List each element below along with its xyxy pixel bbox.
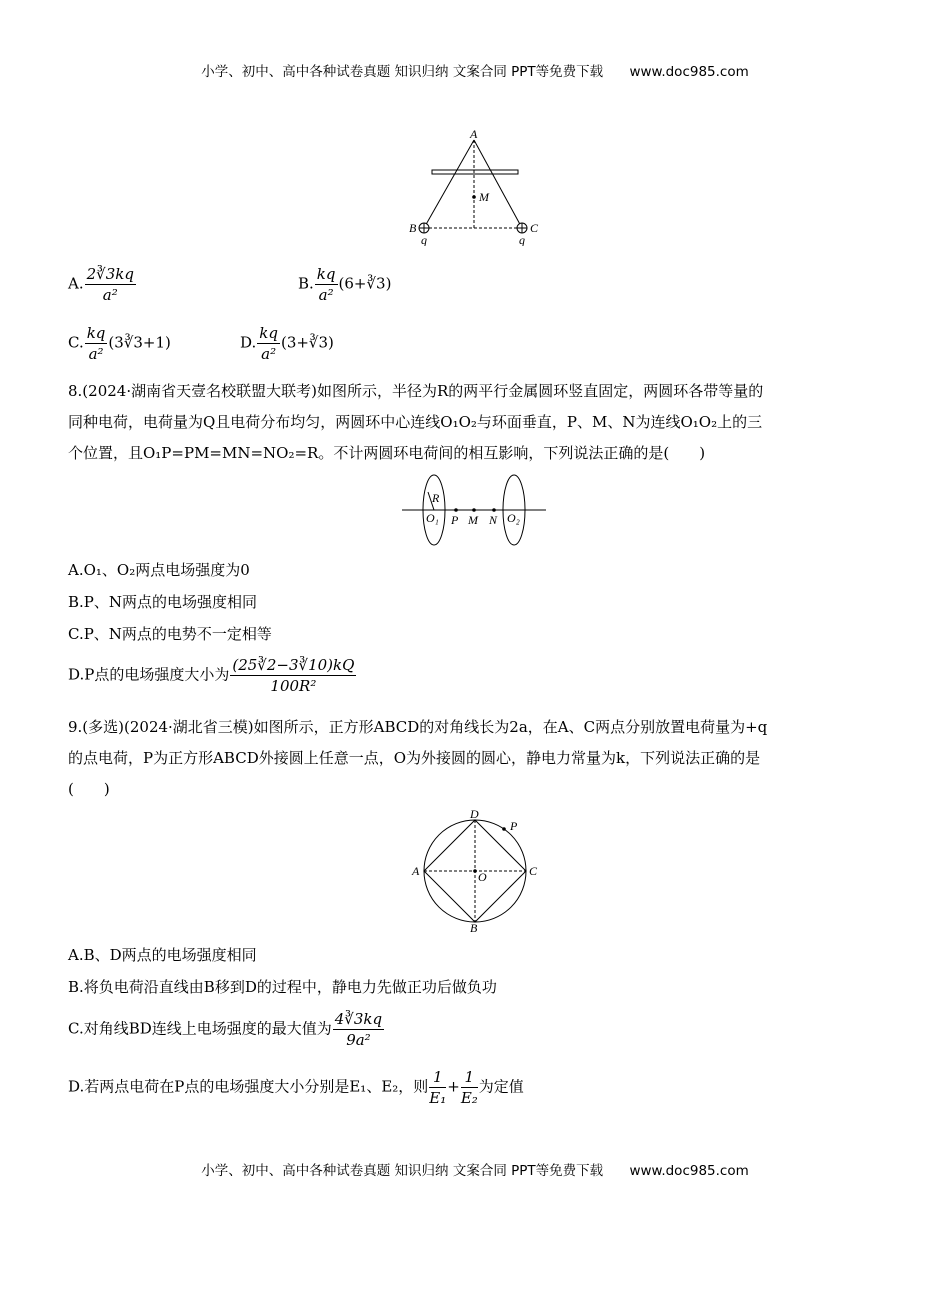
fig2-label-o2: O₂ bbox=[507, 511, 520, 525]
q7-option-d[interactable]: D. $\frac{kq}{\text{a²}}$ (3+∛3) bbox=[240, 324, 334, 363]
footer-site[interactable]: www.doc985.com bbox=[629, 1163, 749, 1179]
q9-option-a[interactable]: A.B、D两点的电场强度相同 bbox=[68, 946, 257, 964]
fig1-charge-c: q bbox=[519, 233, 525, 246]
q9-option-b[interactable]: B.将负电荷沿直线由B移到D的过程中，静电力先做正功后做负功 bbox=[68, 978, 497, 996]
q8-line3: 个位置，且O₁P=PM=MN=NO₂=R。不计两圆环电荷间的相互影响，下列说法正确的是( ) bbox=[68, 444, 706, 462]
fig3-label-o: O bbox=[478, 870, 487, 884]
q7-option-a[interactable]: A. $\frac{2∛3kq}{\text{a²}}$ bbox=[68, 265, 134, 304]
fig2-label-p: P bbox=[451, 513, 459, 527]
fig1-charge-b: q bbox=[421, 233, 427, 246]
q8-option-d[interactable]: D.P点的电场强度大小为 $\frac{(25∛2-3∛10)kQ}{\text{100R²}}$ bbox=[68, 656, 355, 695]
page-footer bbox=[0, 1159, 950, 1179]
q9-line1: 9.(多选)(2024·湖北省三模)如图所示，正方形ABCD的对角线长为2a，在A、C两点分别放置电荷量为+q bbox=[68, 718, 768, 736]
fig3-label-c: C bbox=[529, 864, 538, 878]
q8-stem bbox=[68, 376, 888, 469]
q7-option-b[interactable]: B. $\frac{kq}{\text{a²}}$ (6+∛3) bbox=[298, 265, 392, 304]
q8-option-c[interactable]: C.P、N两点的电势不一定相等 bbox=[68, 625, 272, 643]
figure-rings bbox=[400, 472, 550, 548]
fig2-label-m: M bbox=[468, 513, 478, 527]
q9-line2: 的点电荷，P为正方形ABCD外接圆上任意一点，O为外接圆的圆心，静电力常量为k，下列说法正确的是 bbox=[68, 749, 761, 767]
q9-line3: ( ) bbox=[68, 780, 110, 798]
footer-text: 小学、初中、高中各种试卷真题 知识归纳 文案合同 PPT等免费下载 bbox=[201, 1163, 604, 1179]
figure-triangle bbox=[400, 128, 550, 246]
q8-option-b[interactable]: B.P、N两点的电场强度相同 bbox=[68, 593, 258, 611]
header-text: 小学、初中、高中各种试卷真题 知识归纳 文案合同 PPT等免费下载 bbox=[201, 64, 604, 80]
q9-stem bbox=[68, 712, 888, 805]
fig2-label-o1: O₁ bbox=[426, 511, 439, 525]
fig3-label-d: D bbox=[470, 808, 479, 821]
fig3-label-a: A bbox=[412, 864, 420, 878]
fig3-label-b: B bbox=[470, 921, 478, 934]
q8-line2: 同种电荷，电荷量为Q且电荷分布均匀，两圆环中心连线O₁O₂与环面垂直，P、M、N为连线O₁O₂上的三 bbox=[68, 413, 763, 431]
q9-option-d[interactable]: D.若两点电荷在P点的电场强度大小分别是E₁、E₂，则 $\frac{1}{\text{E₁}}$ + $\frac{1}{\text{E₂}}$ 为定值 bbox=[68, 1068, 524, 1107]
q9-option-c[interactable]: C.对角线BD连线上电场强度的最大值为 $\frac{4∛3kq}{\text{9a²}}$ bbox=[68, 1010, 383, 1049]
fig1-label-m: M bbox=[479, 190, 489, 204]
figure-square-circle bbox=[408, 808, 548, 934]
q8-option-a[interactable]: A.O₁、O₂两点电场强度为0 bbox=[68, 561, 250, 579]
fig2-label-n: N bbox=[489, 513, 498, 527]
fig1-label-b: B bbox=[409, 221, 417, 235]
fig3-label-p: P bbox=[510, 819, 518, 833]
header-site[interactable]: www.doc985.com bbox=[629, 64, 749, 80]
page-header bbox=[0, 60, 950, 80]
fig1-label-c: C bbox=[530, 221, 539, 235]
fig2-label-r: R bbox=[432, 491, 440, 505]
q7-option-c[interactable]: C. $\frac{kq}{\text{a²}}$ (3∛3+1) bbox=[68, 324, 171, 363]
q8-line1: 8.(2024·湖南省天壹名校联盟大联考)如图所示，半径为R的两平行金属圆环竖直固定，两圆环各带等量的 bbox=[68, 382, 764, 400]
fig1-label-a: A bbox=[470, 128, 478, 141]
